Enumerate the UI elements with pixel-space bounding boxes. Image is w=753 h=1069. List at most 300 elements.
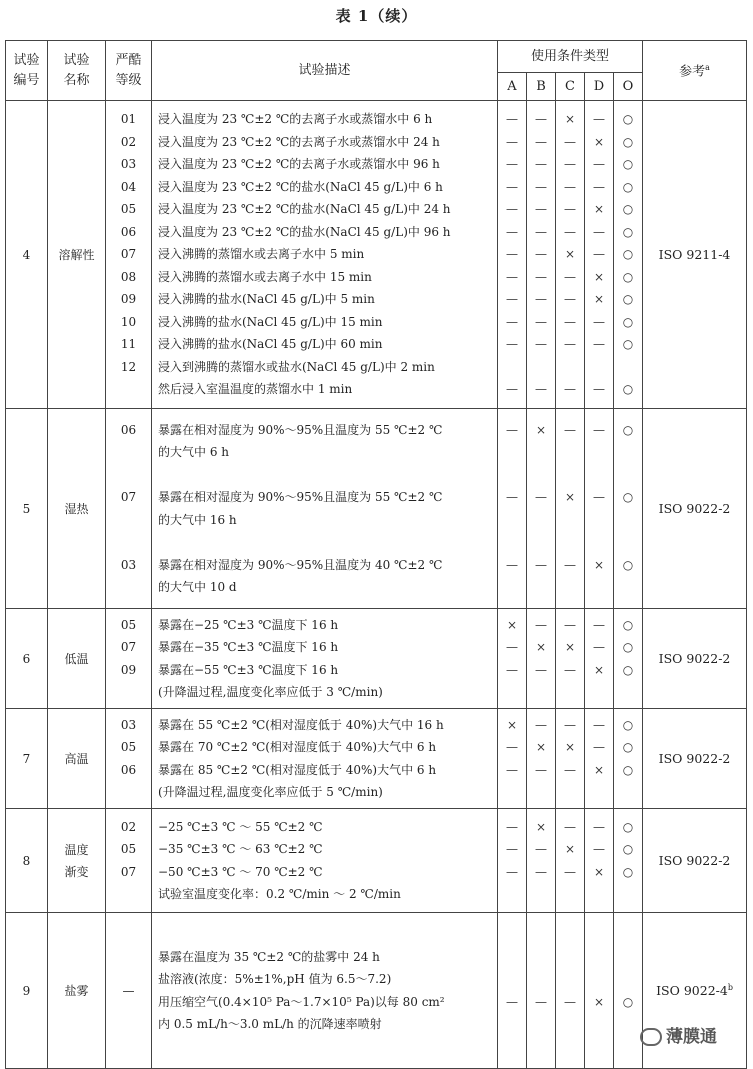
condition-a-cell (498, 409, 527, 609)
condition-mark: — (535, 994, 547, 1009)
condition-mark: — (564, 292, 576, 307)
condition-mark: × (564, 740, 576, 754)
condition-mark: — (506, 819, 518, 834)
test-number: 4 (6, 101, 48, 409)
condition-mark: — (593, 717, 605, 732)
test-name: 湿热 (48, 409, 106, 609)
severity-level: 07 (120, 490, 137, 504)
condition-mark: — (535, 112, 547, 127)
description-line (152, 923, 497, 946)
ref-label: 参考 (679, 64, 706, 80)
description-line (152, 1036, 497, 1059)
condition-mark (556, 883, 584, 906)
description-line: 浸入沸腾的盐水(NaCl 45 g/L)中 5 min (158, 292, 375, 307)
severity-cell (106, 609, 152, 709)
condition-mark: — (535, 762, 547, 777)
severity-level: 06 (120, 224, 137, 239)
wechat-icon (640, 1028, 662, 1046)
condition-c-cell (556, 913, 585, 1069)
condition-mark: ○ (622, 717, 634, 732)
description-line: 的大气中 10 d (158, 580, 237, 594)
condition-c-cell (556, 409, 585, 609)
condition-d-cell (585, 101, 614, 409)
condition-mark (527, 923, 555, 946)
condition-mark (585, 576, 613, 599)
condition-mark: × (535, 740, 547, 754)
condition-mark: × (564, 247, 576, 262)
reference-cell (643, 709, 747, 809)
condition-mark: × (564, 112, 576, 127)
condition-d-cell (585, 809, 614, 913)
severity-level: 03 (120, 157, 137, 172)
condition-mark (498, 968, 526, 991)
test-name: 高温 (48, 709, 106, 809)
condition-b-cell (527, 609, 556, 709)
test-number: 5 (6, 409, 48, 609)
condition-mark: — (593, 337, 605, 352)
condition-mark: ○ (622, 247, 634, 262)
condition-a-cell (498, 101, 527, 409)
condition-b-cell (527, 101, 556, 409)
condition-mark (585, 1013, 613, 1036)
condition-mark (614, 441, 642, 464)
condition-mark: × (506, 717, 518, 732)
condition-mark: — (535, 269, 547, 284)
condition-mark (556, 946, 584, 969)
severity-level: 09 (120, 662, 137, 677)
condition-b-cell (527, 809, 556, 913)
description-line: 内 0.5 mL/h～3.0 mL/h 的沉降速率喷射 (158, 1017, 382, 1031)
description-line: 暴露在−35 ℃±3 ℃温度下 16 h (158, 640, 339, 654)
condition-c-cell (556, 709, 585, 809)
condition-mark (527, 576, 555, 599)
condition-mark: — (564, 224, 576, 239)
condition-mark: ○ (622, 269, 634, 284)
condition-mark: — (506, 762, 518, 777)
col-header-conditions: 使用条件类型 (498, 41, 643, 73)
condition-mark: — (593, 224, 605, 239)
condition-mark: ○ (622, 994, 634, 1009)
condition-mark: × (593, 864, 605, 879)
description-cell (152, 101, 498, 409)
condition-mark: — (564, 337, 576, 352)
condition-mark: ○ (622, 842, 634, 856)
description-line: 然后浸入室温温度的蒸馏水中 1 min (158, 382, 353, 397)
description-line: 暴露在相对湿度为 90%～95%且温度为 40 ℃±2 ℃ (158, 557, 443, 572)
condition-mark: × (593, 994, 605, 1009)
condition-mark (527, 441, 555, 464)
cond-col-b: B (527, 73, 556, 101)
condition-mark: — (535, 224, 547, 239)
condition-mark: ○ (622, 134, 634, 149)
condition-mark: — (535, 842, 547, 856)
test-number: 7 (6, 709, 48, 809)
condition-mark (527, 883, 555, 906)
severity-level: 05 (120, 617, 137, 632)
condition-mark (498, 1036, 526, 1059)
condition-mark: × (593, 762, 605, 777)
condition-mark: — (535, 617, 547, 632)
condition-mark (498, 1013, 526, 1036)
condition-mark (614, 781, 642, 804)
reference-standard: ISO 9022-2 (658, 853, 731, 869)
condition-mark: × (535, 819, 547, 834)
table-title: 表 1（续） (335, 7, 418, 25)
reference-cell (643, 809, 747, 913)
condition-mark: — (506, 247, 518, 262)
condition-mark: — (535, 557, 547, 572)
severity-level: 05 (120, 842, 137, 856)
description-line: 浸入沸腾的盐水(NaCl 45 g/L)中 60 min (158, 337, 383, 352)
condition-o-cell (614, 101, 643, 409)
cond-col-o: O (614, 73, 643, 101)
condition-mark: — (535, 864, 547, 879)
condition-mark: — (506, 864, 518, 879)
description-line: −50 ℃±3 ℃ ～ 70 ℃±2 ℃ (158, 864, 323, 879)
condition-mark (527, 509, 555, 532)
description-line: 暴露在−25 ℃±3 ℃温度下 16 h (158, 617, 339, 632)
condition-mark: — (535, 134, 547, 149)
condition-mark: — (506, 422, 518, 437)
condition-mark: ○ (622, 314, 634, 329)
condition-mark: ○ (622, 224, 634, 239)
condition-mark: — (506, 157, 518, 172)
description-line: 浸入温度为 23 ℃±2 ℃的去离子水或蒸馏水中 24 h (158, 134, 440, 149)
condition-c-cell (556, 609, 585, 709)
condition-mark: — (593, 422, 605, 437)
severity-level: 06 (120, 422, 137, 437)
severity-level (106, 464, 151, 487)
description-line: (升降温过程,温度变化率应低于 5 ℃/min) (158, 785, 383, 799)
condition-mark (556, 441, 584, 464)
condition-mark (614, 1036, 642, 1059)
test-name: 溶解性 (48, 101, 106, 409)
severity-level (106, 576, 151, 599)
test-table (5, 40, 747, 1069)
severity-level: 07 (120, 247, 137, 262)
condition-mark: ○ (622, 292, 634, 307)
description-cell (152, 409, 498, 609)
table-row (6, 709, 747, 809)
condition-mark (585, 1036, 613, 1059)
description-line: 暴露在−55 ℃±3 ℃温度下 16 h (158, 662, 339, 677)
condition-mark (527, 356, 555, 379)
condition-mark: ○ (622, 762, 634, 777)
condition-mark: — (506, 134, 518, 149)
condition-mark: — (506, 640, 518, 654)
condition-mark: — (506, 557, 518, 572)
condition-mark (614, 464, 642, 487)
condition-mark: ○ (622, 337, 634, 352)
condition-mark: ○ (622, 157, 634, 172)
condition-mark: — (506, 112, 518, 127)
condition-mark: — (593, 382, 605, 397)
condition-mark (498, 781, 526, 804)
condition-o-cell (614, 913, 643, 1069)
description-cell (152, 709, 498, 809)
reference-standard: ISO 9022-2 (658, 751, 731, 767)
condition-mark: ○ (622, 819, 634, 834)
severity-level (106, 781, 151, 804)
condition-mark: — (564, 717, 576, 732)
condition-mark: — (564, 134, 576, 149)
description-line: 的大气中 16 h (158, 512, 237, 527)
severity-level: 03 (120, 557, 137, 572)
condition-mark (585, 883, 613, 906)
condition-mark: × (564, 490, 576, 504)
description-line: 浸入温度为 23 ℃±2 ℃的去离子水或蒸馏水中 96 h (158, 157, 440, 172)
condition-mark: — (593, 490, 605, 504)
condition-mark (585, 509, 613, 532)
condition-d-cell (585, 709, 614, 809)
reference-standard: ISO 9022-2 (658, 501, 731, 517)
col-header-severity: 严酷 等级 (106, 41, 152, 101)
condition-mark (556, 576, 584, 599)
condition-mark: — (535, 382, 547, 397)
condition-mark: — (593, 179, 605, 194)
table-row (6, 809, 747, 913)
condition-mark: — (506, 662, 518, 677)
condition-o-cell (614, 709, 643, 809)
cond-col-d: D (585, 73, 614, 101)
col-header-no: 试验 编号 (6, 41, 48, 101)
condition-mark: — (535, 157, 547, 172)
condition-mark (527, 681, 555, 704)
description-line: 浸入沸腾的盐水(NaCl 45 g/L)中 15 min (158, 314, 383, 329)
condition-mark (498, 509, 526, 532)
severity-level: 03 (120, 717, 137, 732)
condition-mark: — (564, 382, 576, 397)
condition-mark: — (506, 269, 518, 284)
condition-mark: × (506, 617, 518, 632)
condition-mark: — (564, 994, 576, 1009)
condition-mark (556, 923, 584, 946)
condition-mark: ○ (622, 640, 634, 654)
condition-mark: — (564, 314, 576, 329)
condition-mark: — (535, 490, 547, 504)
description-line: 暴露在相对湿度为 90%～95%且温度为 55 ℃±2 ℃ (158, 422, 443, 437)
description-line: 浸入温度为 23 ℃±2 ℃的盐水(NaCl 45 g/L)中 96 h (158, 224, 451, 239)
condition-mark: — (506, 382, 518, 397)
condition-mark (585, 356, 613, 379)
test-number: 8 (6, 809, 48, 913)
description-line (152, 531, 497, 554)
cond-col-a: A (498, 73, 527, 101)
condition-mark (556, 356, 584, 379)
condition-o-cell (614, 409, 643, 609)
condition-a-cell (498, 609, 527, 709)
condition-mark: — (506, 202, 518, 217)
condition-mark: — (593, 314, 605, 329)
condition-mark (527, 1013, 555, 1036)
severity-cell: — (106, 913, 152, 1069)
condition-b-cell (527, 913, 556, 1069)
condition-mark: × (564, 842, 576, 856)
description-line: 浸入温度为 23 ℃±2 ℃的去离子水或蒸馏水中 6 h (158, 112, 433, 127)
description-line: 暴露在 55 ℃±2 ℃(相对湿度低于 40%)大气中 16 h (158, 717, 444, 732)
condition-mark: — (535, 179, 547, 194)
severity-level: 05 (120, 740, 137, 754)
condition-mark: — (593, 640, 605, 654)
condition-mark (498, 576, 526, 599)
severity-cell (106, 409, 152, 609)
condition-mark: — (506, 337, 518, 352)
condition-mark (614, 923, 642, 946)
reference-cell (643, 409, 747, 609)
description-line: 的大气中 6 h (158, 445, 229, 459)
severity-level: 01 (120, 112, 137, 127)
reference-note: b (727, 982, 733, 992)
condition-mark: — (535, 202, 547, 217)
condition-mark: × (593, 557, 605, 572)
condition-mark (527, 464, 555, 487)
severity-level: 10 (120, 314, 137, 329)
condition-mark (614, 1013, 642, 1036)
condition-mark (585, 681, 613, 704)
condition-mark: — (535, 314, 547, 329)
test-name: 盐雾 (48, 913, 106, 1069)
condition-d-cell (585, 409, 614, 609)
severity-level (106, 681, 151, 704)
description-line: 浸入到沸腾的蒸馏水或盐水(NaCl 45 g/L)中 2 min (158, 359, 435, 374)
condition-c-cell (556, 101, 585, 409)
description-line: 浸入沸腾的蒸馏水或去离子水中 15 min (158, 269, 372, 284)
reference-standard: ISO 9022-4 (656, 983, 728, 999)
condition-mark: — (506, 842, 518, 856)
description-line: −35 ℃±3 ℃ ～ 63 ℃±2 ℃ (158, 842, 323, 856)
col-header-name: 试验 名称 (48, 41, 106, 101)
watermark-text: 薄膜通 (666, 1027, 717, 1047)
condition-mark: — (564, 617, 576, 632)
condition-a-cell (498, 809, 527, 913)
condition-a-cell (498, 913, 527, 1069)
reference-standard: ISO 9211-4 (658, 247, 731, 263)
condition-mark (498, 923, 526, 946)
severity-level: 07 (120, 640, 137, 654)
condition-mark (527, 968, 555, 991)
condition-mark (585, 923, 613, 946)
table-row (6, 101, 747, 409)
condition-b-cell (527, 709, 556, 809)
reference-cell (643, 101, 747, 409)
condition-mark: — (564, 557, 576, 572)
severity-level: 04 (120, 179, 137, 194)
table-row (6, 609, 747, 709)
condition-mark: — (593, 112, 605, 127)
condition-mark: — (535, 247, 547, 262)
severity-level: 11 (120, 337, 137, 352)
condition-o-cell (614, 809, 643, 913)
condition-mark (614, 946, 642, 969)
severity-level: 02 (120, 134, 137, 149)
condition-mark: — (593, 842, 605, 856)
condition-mark (527, 1036, 555, 1059)
col-header-desc: 试验描述 (152, 41, 498, 101)
description-cell (152, 809, 498, 913)
description-line: 用压缩空气(0.4×10⁵ Pa～1.7×10⁵ Pa)以每 80 cm² (158, 994, 445, 1009)
condition-mark: — (535, 662, 547, 677)
table-row (6, 913, 747, 1069)
condition-mark: — (564, 762, 576, 777)
description-line: −25 ℃±3 ℃ ～ 55 ℃±2 ℃ (158, 819, 323, 834)
description-cell (152, 913, 498, 1069)
severity-cell (106, 809, 152, 913)
cond-col-c: C (556, 73, 585, 101)
severity-level: 05 (120, 202, 137, 217)
description-line: 暴露在相对湿度为 90%～95%且温度为 55 ℃±2 ℃ (158, 490, 443, 504)
condition-mark (498, 441, 526, 464)
condition-mark (556, 1036, 584, 1059)
condition-mark: — (506, 224, 518, 239)
condition-mark: — (593, 819, 605, 834)
condition-mark: — (593, 157, 605, 172)
condition-mark: × (535, 640, 547, 654)
condition-mark (498, 531, 526, 554)
severity-cell (106, 101, 152, 409)
condition-mark: ○ (622, 740, 634, 754)
condition-mark (614, 356, 642, 379)
condition-mark: × (593, 269, 605, 284)
condition-mark: — (506, 314, 518, 329)
test-name: 低温 (48, 609, 106, 709)
test-number: 6 (6, 609, 48, 709)
condition-o-cell (614, 609, 643, 709)
condition-mark: × (593, 662, 605, 677)
test-name: 温度 渐变 (48, 809, 106, 913)
test-number: 9 (6, 913, 48, 1069)
description-line: 暴露在 85 ℃±2 ℃(相对湿度低于 40%)大气中 6 h (158, 762, 437, 777)
condition-mark: — (564, 202, 576, 217)
condition-mark (556, 968, 584, 991)
condition-mark: — (506, 292, 518, 307)
condition-mark: — (506, 994, 518, 1009)
description-line (152, 464, 497, 487)
condition-b-cell (527, 409, 556, 609)
condition-mark: — (506, 740, 518, 754)
condition-mark (556, 681, 584, 704)
condition-mark: — (535, 337, 547, 352)
condition-mark (585, 946, 613, 969)
description-line: (升降温过程,温度变化率应低于 3 ℃/min) (158, 685, 383, 699)
condition-mark: × (564, 640, 576, 654)
description-line: 暴露在温度为 35 ℃±2 ℃的盐雾中 24 h (158, 949, 380, 964)
condition-mark (527, 531, 555, 554)
description-line: 盐溶液(浓度：5%±1%,pH 值为 6.5～7.2) (158, 972, 392, 986)
condition-d-cell (585, 913, 614, 1069)
condition-mark (585, 968, 613, 991)
condition-mark (527, 781, 555, 804)
condition-a-cell (498, 709, 527, 809)
condition-mark: ○ (622, 422, 634, 437)
condition-c-cell (556, 809, 585, 913)
severity-level (106, 509, 151, 532)
condition-mark (556, 781, 584, 804)
description-cell (152, 609, 498, 709)
description-line: 暴露在 70 ℃±2 ℃(相对湿度低于 40%)大气中 6 h (158, 740, 437, 754)
description-line: 试验室温度变化率：0.2 ℃/min ～ 2 ℃/min (158, 887, 401, 901)
condition-mark: ○ (622, 864, 634, 879)
condition-mark (527, 946, 555, 969)
severity-level (106, 441, 151, 464)
severity-level (106, 883, 151, 906)
condition-mark (585, 781, 613, 804)
description-line: 浸入沸腾的蒸馏水或去离子水中 5 min (158, 247, 365, 262)
condition-mark (498, 356, 526, 379)
condition-mark: — (593, 617, 605, 632)
condition-mark: — (564, 179, 576, 194)
condition-mark (556, 509, 584, 532)
condition-mark: — (593, 740, 605, 754)
